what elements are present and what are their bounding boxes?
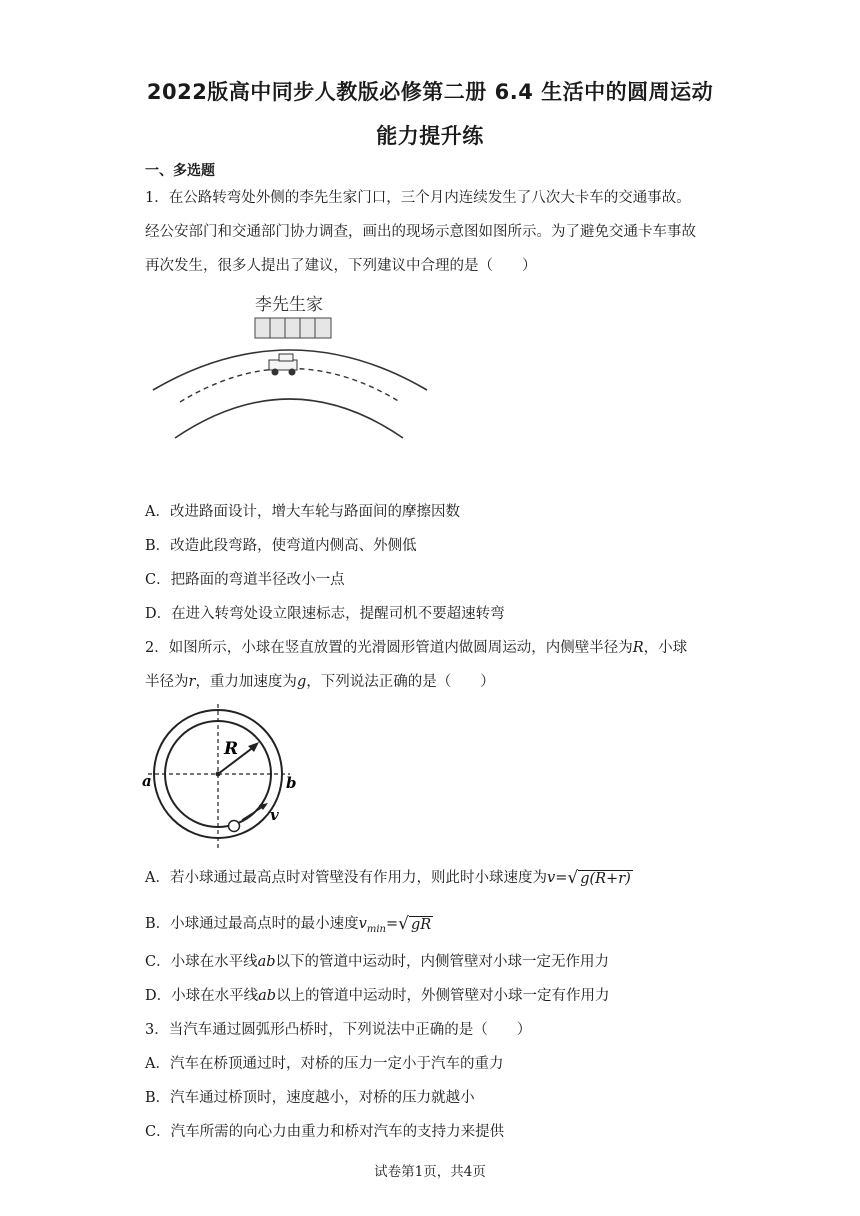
q1-option-a: A．改进路面设计，增大车轮与路面间的摩擦因数	[145, 504, 460, 520]
q1-stem-line-1: 1．在公路转弯处外侧的李先生家门口，三个月内连续发生了八次大卡车的交通事故。	[145, 190, 691, 206]
sqrt-formula-b: √ gR	[398, 914, 432, 934]
q2-option-c-ab: ab	[257, 954, 276, 970]
q2-option-c-text-a: C．小球在水平线	[145, 954, 258, 970]
q2-stem-text-d: ，重力加速度为	[195, 674, 297, 690]
q2-option-b-eq: =	[385, 916, 399, 932]
q1-option-c: C．把路面的弯道半径改小一点	[145, 572, 345, 588]
page-subtitle: 能力提升练	[376, 124, 484, 148]
label-v: v	[270, 806, 279, 824]
q2-tube-diagram	[138, 704, 308, 854]
q2-stem-line-1	[145, 636, 687, 657]
q2-option-b-sub: min	[366, 923, 386, 935]
ball-in-tube	[229, 821, 240, 832]
q3-option-b: B．汽车通过桥顶时，速度越小，对桥的压力就越小	[145, 1090, 475, 1106]
q2-option-c	[145, 950, 609, 971]
label-R: R	[224, 739, 239, 759]
q2-option-a-var: v	[546, 870, 556, 886]
q2-stem-line-2	[145, 670, 495, 691]
q2-option-d-text-b: 以上的管道中运动时，外侧管壁对小球一定有作用力	[276, 988, 610, 1004]
label-b: b	[286, 774, 297, 792]
q3-option-a: A．汽车在桥顶通过时，对桥的压力一定小于汽车的重力	[145, 1056, 504, 1072]
q2-option-d-text-a: D．小球在水平线	[145, 988, 259, 1004]
velocity-arrow	[242, 806, 264, 820]
q2-option-b-text: B．小球通过最高点时的最小速度	[145, 916, 359, 932]
sqrt-formula-a: √ g(R+r)	[567, 868, 631, 888]
q2-var-r: r	[188, 674, 196, 690]
page-title: 2022版高中同步人教版必修第二册 6.4 生活中的圆周运动	[146, 80, 714, 104]
q2-stem-text-a: 2．如图所示，小球在竖直放置的光滑圆形管道内做圆周运动，内侧壁半径为	[145, 640, 633, 656]
road-inner-edge	[175, 399, 403, 438]
section-heading: 一、多选题	[145, 163, 215, 179]
q1-option-b: B．改造此段弯路，使弯道内侧高、外侧低	[145, 538, 417, 554]
q1-stem-line-3: 再次发生，很多人提出了建议，下列建议中合理的是（ ）	[145, 258, 537, 274]
q1-option-d: D．在进入转弯处设立限速标志，提醒司机不要超速转弯	[145, 606, 505, 622]
q2-option-d	[145, 984, 610, 1005]
q2-option-c-text-b: 以下的管道中运动时，内侧管壁对小球一定无作用力	[275, 954, 610, 970]
q3-option-c: C．汽车所需的向心力由重力和桥对汽车的支持力来提供	[145, 1124, 505, 1140]
q2-option-b	[145, 912, 433, 935]
q2-option-a-text: A．若小球通过最高点时对管壁没有作用力，则此时小球速度为	[145, 870, 547, 886]
q2-option-a-eq: =	[555, 870, 568, 886]
label-a: a	[142, 772, 152, 790]
q1-stem-line-2: 经公安部门和交通部门协力调查，画出的现场示意图如图所示。为了避免交通卡车事故	[145, 224, 696, 240]
truck-icon	[269, 354, 297, 375]
house-icon	[255, 318, 331, 338]
q2-option-a-radicand: g(R+r)	[580, 871, 631, 887]
q3-stem: 3．当汽车通过圆弧形凸桥时，下列说法中正确的是（ ）	[145, 1022, 532, 1038]
q2-var-R: R	[632, 640, 644, 656]
q1-road-diagram	[145, 290, 435, 450]
q2-option-d-ab: ab	[258, 988, 277, 1004]
q2-option-b-var: v	[358, 916, 367, 932]
q2-stem-text-c: 半径为	[145, 674, 189, 690]
q2-var-g: g	[296, 674, 307, 690]
q2-stem-text-e: ，下列说法正确的是（ ）	[306, 674, 495, 690]
page-footer: 试卷第1页，共4页	[374, 1164, 486, 1180]
q2-stem-text-b: ，小球	[643, 640, 688, 656]
q1-house-label: 李先生家	[255, 295, 323, 315]
q2-option-b-radicand: gR	[410, 917, 432, 933]
q2-option-a	[145, 866, 633, 888]
